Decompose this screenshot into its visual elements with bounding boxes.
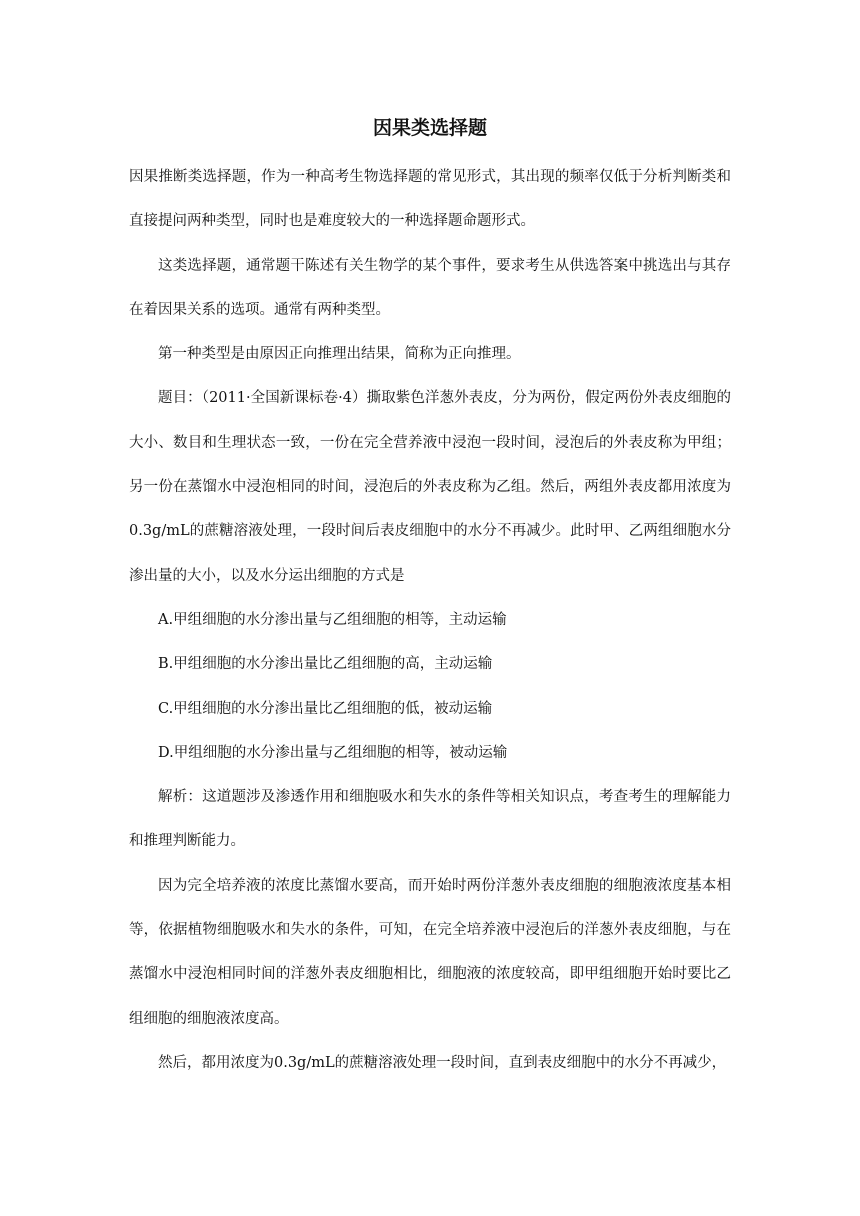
intro-paragraph: 因果推断类选择题，作为一种高考生物选择题的常见形式，其出现的频率仅低于分析判断类和直接提问两种类型，同时也是难度较大的一种选择题命题形式。	[129, 169, 731, 230]
option-c: C.甲组细胞的水分渗出量比乙组细胞的低，被动运输	[158, 700, 493, 717]
option-a: A.甲组细胞的水分渗出量与乙组细胞的相等，主动运输	[158, 611, 507, 628]
document-title: 因果类选择题	[372, 117, 487, 139]
document-body	[129, 155, 731, 1085]
option-b: B.甲组细胞的水分渗出量比乙组细胞的高，主动运输	[158, 656, 493, 673]
continuation-paragraph: 然后，都用浓度为0.3g/mL的蔗糖溶液处理一段时间，直到表皮细胞中的水分不再减少，	[158, 1054, 727, 1071]
option-d: D.甲组细胞的水分渗出量与乙组细胞的相等，被动运输	[158, 744, 508, 761]
question-stem-paragraph: 题目：（2011·全国新课标卷·4）撕取紫色洋葱外表皮，分为两份，假定两份外表皮细胞的大小、数目和生理状态一致，一份在完全营养液中浸泡一段时间，浸泡后的外表皮称为甲组；另一份在蒸馏水中浸泡相同的时间，浸泡后的外表皮称为乙组。然后，两组外表皮都用浓度为0.3g/mL的蔗糖溶液处理，一段时间后表皮细胞中的水分不再减少。此时甲、乙两组细胞水分渗出量的大小，以及水分运出细胞的方式是	[129, 390, 731, 584]
first-type-paragraph: 第一种类型是由原因正向推理出结果，简称为正向推理。	[158, 346, 521, 363]
type-description-paragraph: 这类选择题，通常题干陈述有关生物学的某个事件，要求考生从供选答案中挑选出与其存在着因果关系的选项。通常有两种类型。	[129, 257, 731, 318]
analysis-paragraph: 解析：这道题涉及渗透作用和细胞吸水和失水的条件等相关知识点，考查考生的理解能力和推理判断能力。	[129, 789, 731, 850]
reasoning-paragraph: 因为完全培养液的浓度比蒸馏水要高，而开始时两份洋葱外表皮细胞的细胞液浓度基本相等，依据植物细胞吸水和失水的条件，可知，在完全培养液中浸泡后的洋葱外表皮细胞，与在蒸馏水中浸泡相同时间的洋葱外表皮细胞相比，细胞液的浓度较高，即甲组细胞开始时要比乙组细胞的细胞液浓度高。	[129, 877, 731, 1027]
